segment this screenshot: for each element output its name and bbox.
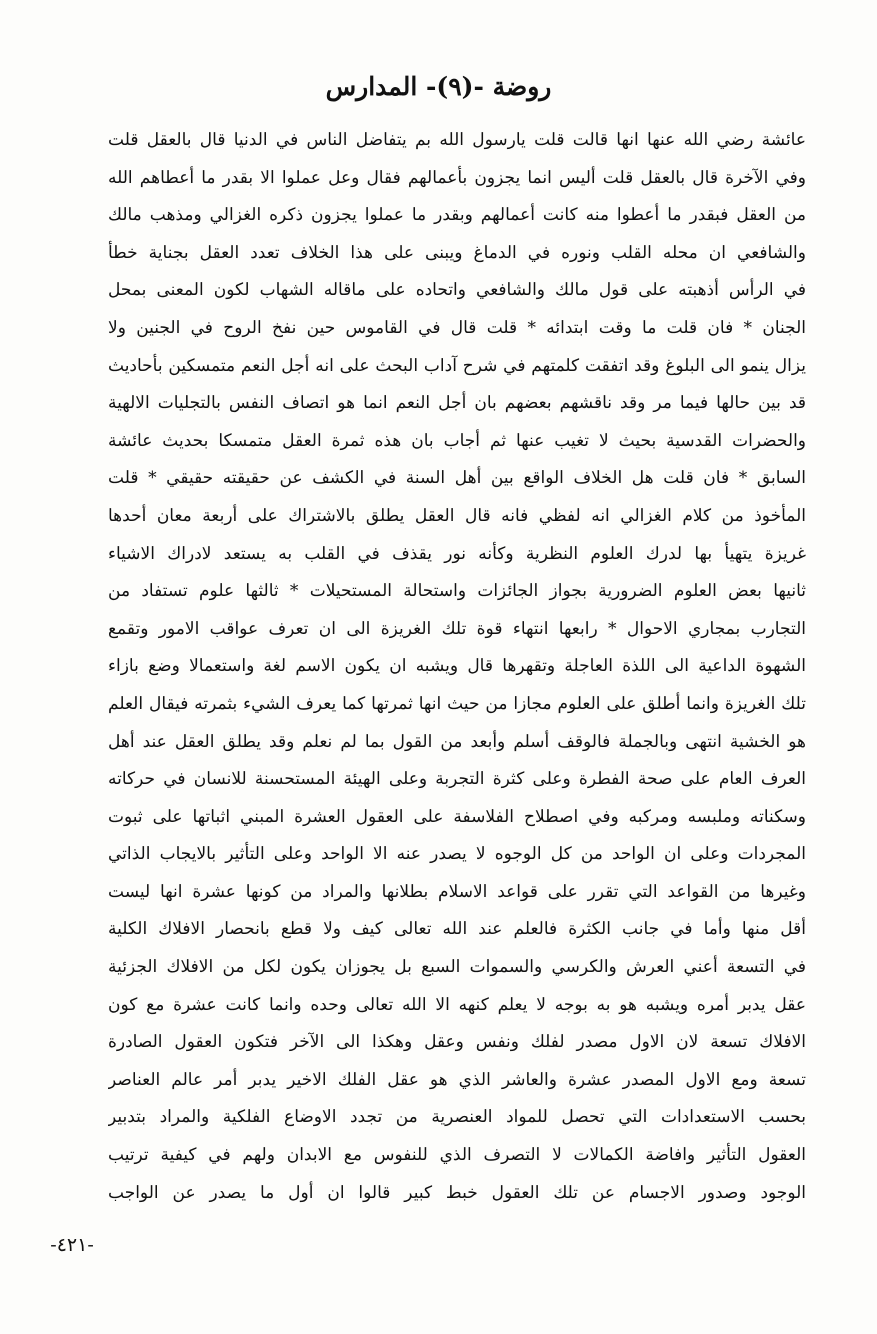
text-line: أقل منها وأما في جانب الكثرة فالعلم عند الله تعالى كيف ولا قطع بانحصار الافلاك الكلية (108, 919, 806, 940)
text-line: المجردات وعلى ان الواحد من كل الوجوه لا يصدر عنه الا الواحد وعلى التأثير بالايجاب الذاتي (108, 844, 806, 865)
text-line: المأخوذ من كلام الغزالي انه لفظي فانه قال العقل يطلق بالاشتراك على أربعة معان أحدها (108, 505, 806, 526)
text-line: تسعة ومع الاول المصدر عشرة والعاشر الذي هو عقل الفلك الاخير يدبر أمر عالم العناصر (108, 1069, 806, 1090)
text-line: السابق * فان قلت هل الخلاف الواقع بين أهل السنة في الكشف عن حقيقته حقيقي * قلت (108, 468, 806, 489)
text-line: تلك الغريزة وانما أطلق على العلوم مجازا من حيث انها ثمرتها كما يعرف الشيء بثمرته فيقال العلم (108, 693, 806, 714)
text-line: في الرأس أذهبته على قول مالك والشافعي واتحاده على ماقاله الشهاب لكون المعنى بمحل (108, 280, 806, 301)
text-body (108, 122, 806, 1212)
text-line: الافلاك تسعة لان الاول مصدر لفلك ونفس وعقل وهكذا الى الآخر فتكون العقول الصادرة (108, 1032, 806, 1053)
text-line: عائشة رضي الله عنها انها قالت قلت يارسول الله بم يتفاضل الناس في الدنيا قال بالعقل قلت (108, 130, 806, 150)
text-line: من العقل فبقدر ما أعطوا منه كانت أعمالهم وبقدر ما عملوا يجزون ذكره الغزالي ومذهب مالك (108, 205, 806, 226)
text-line: عقل يدبر أمره ويشبه هو به بوجه لا يعلم كنهه الا الله تعالى وحده وانما كانت عشرة مع كون (108, 994, 806, 1015)
text-line: والحضرات القدسية بحيث لا تغيب عنها ثم أجاب بان هذه ثمرة العقل متمسكا بحديث عائشة (108, 430, 806, 451)
text-line: الشهوة الداعية الى اللذة العاجلة وتقهرها قال ويشبه ان يكون الاسم لغة واستعمالا وضع بازاء (108, 656, 806, 677)
text-line: ثانيها بعض العلوم الضرورية بجواز الجائزات واستحالة المستحيلات * ثالثها علوم تستفاد من (108, 581, 806, 602)
text-line: يزال ينمو الى البلوغ وقد اتفقت كلمتهم في شرح آداب البحث على انه أجل النعم متمسكين بأحاديث (108, 355, 806, 376)
text-line: العرف العام على صحة الفطرة وعلى كثرة التجربة وعلى الهيئة المستحسنة للانسان في حركاته (108, 769, 806, 790)
text-line: وغيرها من القواعد التي تقرر على قواعد الاسلام بطلانها والمراد من كونها عشرة انها ليست (108, 881, 806, 902)
text-line: هو الخشية انتهى وبالجملة فالوقف أسلم وأبعد من القول بما لم نعلم وقد يطلق العقل عند أهل (108, 731, 806, 752)
text-line: التجارب بمجاري الاحوال * رابعها انتهاء قوة تلك الغريزة الى ان تعرف عواقب الامور وتقمع (108, 618, 806, 639)
text-line: والشافعي ان محله القلب ونوره في الدماغ ويبنى على هذا الخلاف تعدد العقل بجناية خطأ (108, 242, 806, 263)
text-line: في التسعة أعني العرش والكرسي والسموات السبع بل يجوزان يكون لكل من الافلاك الجزئية (108, 957, 806, 978)
text-line: الوجود وصدور الاجسام عن تلك العقول خبط كبير قالوا ان أول ما يصدر عن الواجب (108, 1182, 806, 1203)
text-line: قد بين حالها فيما مر وقد ناقشهم بعضهم بان أجل النعم انما هو اتصاف النفس بالتجليات الالهية (108, 393, 806, 414)
page-number: -٤٢١- (50, 1234, 94, 1256)
text-line: بحسب الاستعدادات التي تحصل للمواد العنصرية من تجدد الاوضاع الفلكية والمراد بتدبير (108, 1107, 806, 1128)
text-line: العقول التأثير وافاضة الكمالات لا التصرف الذي للنفوس مع الابدان ولهم في كيفية ترتيب (108, 1145, 806, 1166)
text-line: وفي الآخرة قال بالعقل قلت أليس انما يجزون بأعمالهم فقال وعل عملوا الا بقدر ما أعطاهم الله (108, 167, 806, 188)
text-line: وسكناته وملبسه ومركبه وفي اصطلاح الفلاسفة على العقول العشرة المبني اثباتها على ثبوت (108, 806, 806, 827)
text-line: غريزة يتهيأ بها لدرك العلوم النظرية وكأنه نور يقذف في القلب به يستعد لادراك الاشياء (108, 543, 806, 564)
text-line: الجنان * فان قلت ما وقت ابتدائه * قلت قال في القاموس حين نفخ الروح في الجنين ولا (108, 317, 806, 338)
running-header: روضة -(٩)- المدارس (325, 72, 552, 101)
